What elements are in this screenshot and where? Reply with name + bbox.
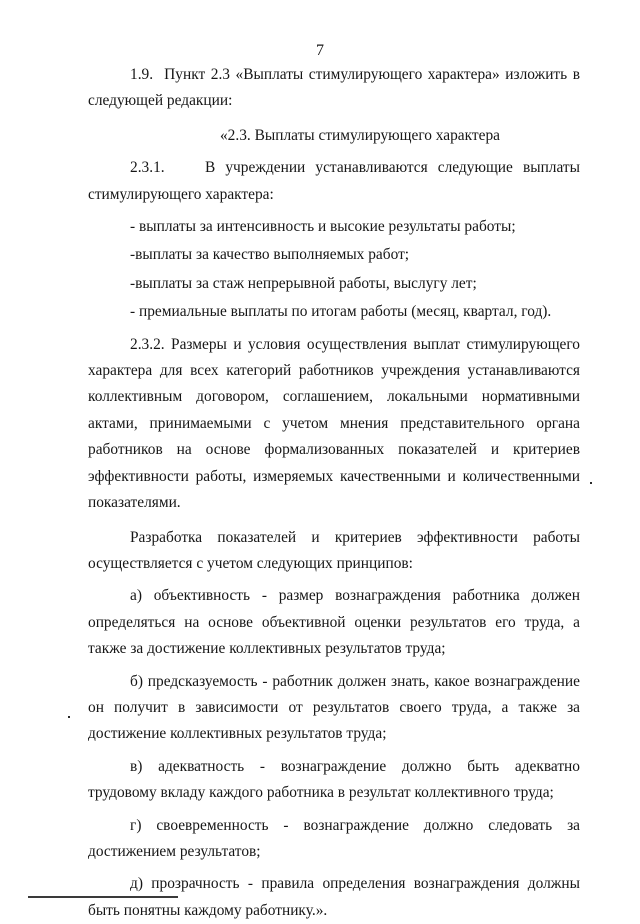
list-item-seniority: -выплаты за стаж непрерывной работы, выслугу лет;: [130, 274, 477, 292]
list-item-bonus: - премиальные выплаты по итогам работы (месяц, квартал, год).: [130, 303, 552, 321]
scan-mark: [590, 482, 592, 484]
principle-transparency: д) прозрачность - правила определения вознаграждения должны быть понятны каждому работнику.».: [88, 875, 580, 919]
principle-predictability: б) предсказуемость - работник должен знать, какое вознаграждение он получит в зависимости от результатов своего труда, а также за достижение коллективных результатов труда;: [88, 672, 580, 743]
principle-objectivity: а) объективность - размер вознаграждения работника должен определяться на основе объективной оценки результатов его труда, а также за достижение коллективных результатов труда;: [88, 587, 580, 658]
paragraph-1-9: 1.9. Пункт 2.3 «Выплаты стимулирующего характера» изложить в следующей редакции:: [88, 66, 580, 110]
scan-mark: [28, 896, 178, 898]
paragraph-2-3-1: 2.3.1. В учреждении устанавливаются следующие выплаты стимулирующего характера:: [88, 159, 580, 203]
scan-mark: [68, 716, 70, 718]
section-heading-2-3: «2.3. Выплаты стимулирующего характера: [219, 126, 500, 144]
principle-adequacy: в) адекватность - вознаграждение должно быть адекватно трудовому вкладу каждого работника в результат коллективного труда;: [88, 757, 580, 802]
paragraph-2-3-2: 2.3.2. Размеры и условия осуществления выплат стимулирующего характера для всех категорий работников учреждения устанавливаются коллективным договором, соглашением, локальными нормативными актами, принимаемыми с учетом мнения представительного органа работников на основе формализованных показателей и критериев эффективности работы, измеряемых качественными и количественными показателями.: [88, 335, 580, 512]
principle-timeliness: г) своевременность - вознаграждение должно следовать за достижением результатов;: [88, 816, 580, 860]
paragraph-criteria-development: Разработка показателей и критериев эффективности работы осуществляется с учетом следующих принципов:: [88, 528, 580, 572]
page-number: 7: [316, 42, 324, 59]
list-item-intensity: - выплаты за интенсивность и высокие результаты работы;: [130, 218, 516, 236]
document-body: [88, 62, 580, 924]
list-item-quality: -выплаты за качество выполняемых работ;: [130, 246, 410, 264]
